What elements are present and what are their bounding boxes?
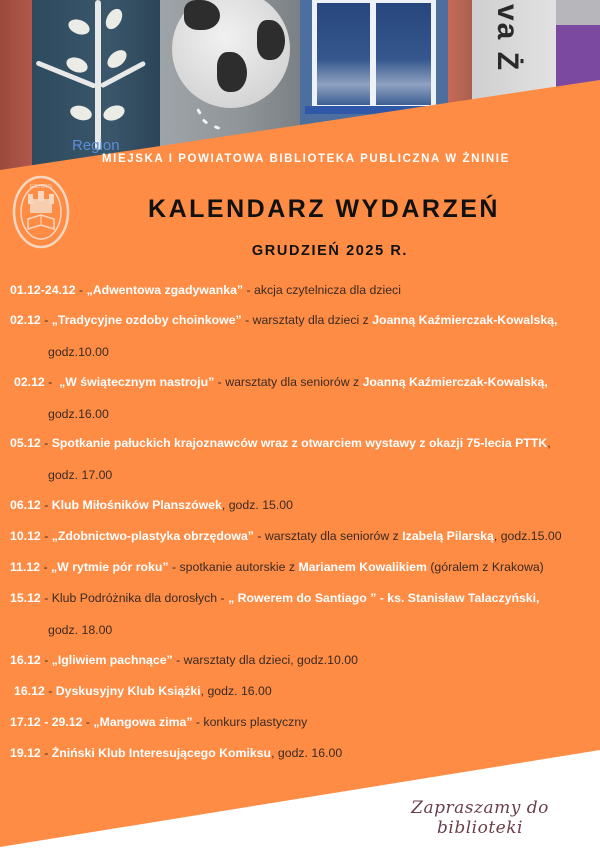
event-separator: - bbox=[75, 283, 87, 297]
event-description: Klub Podróżnika dla dorosłych - bbox=[51, 591, 229, 605]
event-date: 16.12 bbox=[10, 653, 41, 667]
event-time: godz. 18.00 bbox=[48, 623, 113, 637]
event-item bbox=[10, 498, 293, 512]
event-highlight: Spotkanie pałuckich krajoznawców wraz z otwarciem wystawy z okazji 75-lecia PTTK bbox=[51, 436, 548, 450]
event-separator: - bbox=[40, 746, 52, 760]
event-highlight: „W rytmie pór roku” bbox=[51, 560, 169, 574]
event-date: 01.12-24.12 bbox=[10, 283, 76, 297]
continent-shape bbox=[257, 20, 285, 60]
library-name: MIEJSKA I POWIATOWA BIBLIOTEKA PUBLICZNA W ŻNINIE bbox=[102, 153, 510, 165]
event-time: godz.16.00 bbox=[48, 407, 109, 421]
event-item bbox=[14, 375, 548, 389]
event-description: - warsztaty dla dzieci, godz.10.00 bbox=[172, 653, 358, 667]
event-separator: - bbox=[40, 653, 52, 667]
event-item bbox=[10, 653, 358, 667]
event-separator: - bbox=[40, 313, 52, 327]
event-description: , godz.15.00 bbox=[493, 529, 562, 543]
event-date: 11.12 bbox=[10, 560, 41, 574]
continent-shape bbox=[217, 52, 247, 92]
event-highlight: Marianem Kowalikiem bbox=[298, 560, 427, 574]
event-time: godz. 17.00 bbox=[48, 468, 113, 482]
event-date: 02.12 bbox=[10, 313, 41, 327]
event-item bbox=[10, 560, 544, 574]
event-separator: - bbox=[44, 375, 60, 389]
event-description: (góralem z Krakowa) bbox=[426, 560, 544, 574]
flower-icon bbox=[95, 0, 101, 150]
event-item bbox=[10, 715, 307, 729]
event-item bbox=[10, 283, 401, 297]
event-item bbox=[10, 529, 562, 543]
event-separator: - bbox=[40, 436, 52, 450]
event-highlight: Izabelą Pilarską bbox=[402, 529, 494, 543]
event-date: 19.12 bbox=[10, 746, 41, 760]
event-date: 16.12 bbox=[14, 684, 45, 698]
event-highlight: „Tradycyjne ozdoby choinkowe” bbox=[51, 313, 242, 327]
event-date: 10.12 bbox=[10, 529, 41, 543]
event-highlight: Joanną Kaźmierczak-Kowalską, bbox=[362, 375, 548, 389]
event-description: - warsztaty dla seniorów z bbox=[214, 375, 363, 389]
event-date: 02.12 bbox=[14, 375, 45, 389]
event-highlight: „W świątecznym nastroju” bbox=[59, 375, 215, 389]
event-separator: - bbox=[40, 591, 52, 605]
continent-shape bbox=[184, 0, 220, 30]
event-item bbox=[14, 684, 272, 698]
page-title: KALENDARZ WYDARZEŃ bbox=[148, 195, 500, 223]
event-separator: - bbox=[44, 684, 56, 698]
event-highlight: „Adwentowa zgadywanka” bbox=[86, 283, 244, 297]
event-item bbox=[10, 313, 557, 327]
event-highlight: Joanną Kaźmierczak-Kowalską, bbox=[372, 313, 558, 327]
event-item bbox=[10, 436, 551, 450]
event-date: 05.12 bbox=[10, 436, 41, 450]
event-time: godz.10.00 bbox=[48, 345, 109, 359]
event-description: , bbox=[547, 436, 551, 450]
event-highlight: „ Rowerem do Santiago ” - ks. Stanisław Talaczyński, bbox=[228, 591, 540, 605]
event-highlight: Dyskusyjny Klub Książki bbox=[55, 684, 201, 698]
event-highlight: Żniński Klub Interesującego Komiksu bbox=[51, 746, 272, 760]
event-highlight: „Igliwiem pachnące” bbox=[51, 653, 173, 667]
photo-sign-text: va Ż bbox=[491, 4, 524, 73]
event-highlight: „Mangowa zima” bbox=[93, 715, 193, 729]
event-description: - spotkanie autorskie z bbox=[168, 560, 299, 574]
event-description: - warsztaty dla seniorów z bbox=[253, 529, 403, 543]
event-separator: - bbox=[40, 529, 52, 543]
event-description: - akcja czytelnicza dla dzieci bbox=[243, 283, 401, 297]
page-subtitle: GRUDZIEŃ 2025 R. bbox=[251, 243, 409, 259]
event-separator: - bbox=[82, 715, 94, 729]
event-description: , godz. 16.00 bbox=[271, 746, 343, 760]
event-item bbox=[10, 591, 539, 605]
window-mullion bbox=[370, 0, 376, 108]
event-description: - konkurs plastyczny bbox=[192, 715, 308, 729]
event-highlight: Klub Miłośników Planszówek bbox=[51, 498, 222, 512]
event-item bbox=[10, 746, 342, 760]
svg-text:EXLIBRIS: EXLIBRIS bbox=[29, 184, 53, 190]
event-separator: - bbox=[40, 560, 52, 574]
event-date: 17.12 - 29.12 bbox=[10, 715, 83, 729]
event-date: 15.12 bbox=[10, 591, 41, 605]
event-description: , godz. 15.00 bbox=[221, 498, 293, 512]
event-separator: - bbox=[40, 498, 52, 512]
event-description: , godz. 16.00 bbox=[200, 684, 272, 698]
event-date: 06.12 bbox=[10, 498, 41, 512]
event-highlight: „Zdobnictwo-plastyka obrzędowa” bbox=[51, 529, 254, 543]
photo-region-text: Region bbox=[72, 137, 120, 154]
closing-text: Zapraszamy do biblioteki bbox=[411, 798, 549, 838]
event-description: - warsztaty dla dzieci z bbox=[241, 313, 373, 327]
